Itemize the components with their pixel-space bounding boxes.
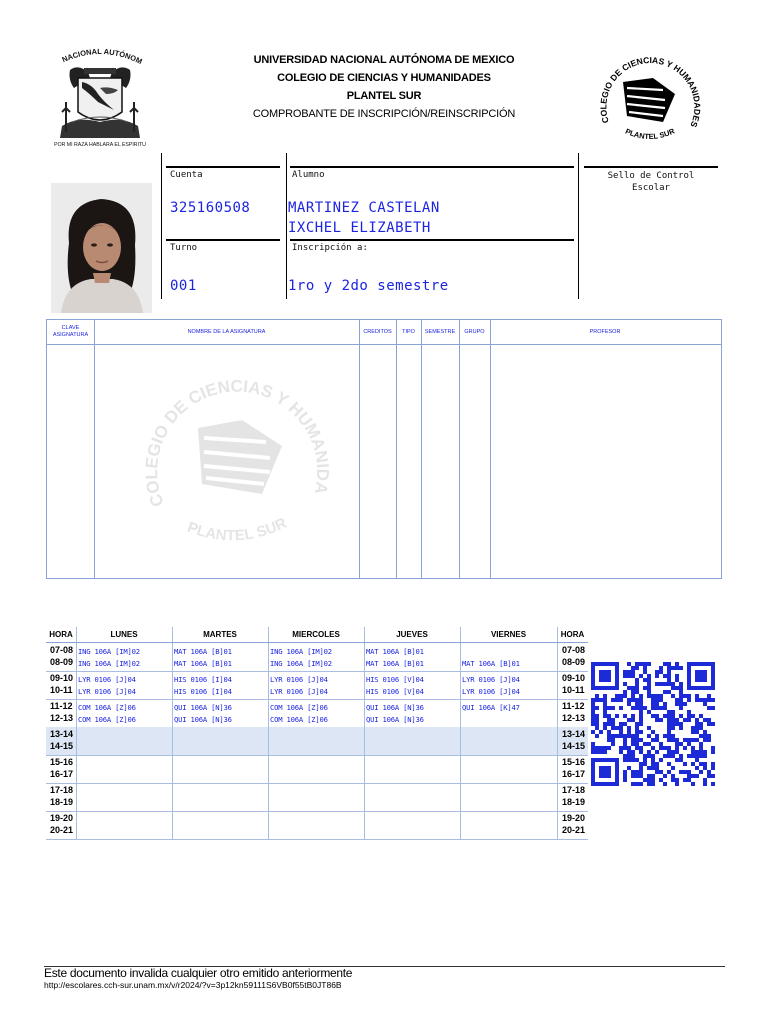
hour-label-right: 13-14 <box>562 729 586 739</box>
hour-label: 15-16 <box>50 757 74 767</box>
class-slot: QUI 106A [N]36 <box>366 715 424 724</box>
class-slot: ING 106A [IM]02 <box>78 647 140 656</box>
inscripcion-value: 1ro y 2do semestre <box>288 278 449 294</box>
hour-label: 07-08 <box>50 645 74 655</box>
hour-label-right: 20-21 <box>562 825 586 835</box>
schedule-col-divider <box>460 727 461 755</box>
day-header-viernes: VIERNES <box>490 629 527 639</box>
hora-header-left: HORA <box>49 629 73 639</box>
college-name: COLEGIO DE CIENCIAS Y HUMANIDADES <box>277 72 491 84</box>
sello-label <box>584 170 718 194</box>
class-slot: LYR 0106 [J]04 <box>78 675 136 684</box>
schedule-col-divider <box>172 699 173 727</box>
class-slot: COM 106A [Z]06 <box>270 703 328 712</box>
header-clave-line1: CLAVE <box>61 325 80 331</box>
schedule-row <box>46 783 588 812</box>
schedule-row <box>46 671 588 700</box>
turno-value: 001 <box>170 278 197 294</box>
class-slot: QUI 106A [N]36 <box>366 703 424 712</box>
class-slot: HIS 0106 [I]04 <box>174 675 232 684</box>
schedule-col-divider <box>364 643 365 671</box>
subjects-col-divider <box>94 320 95 578</box>
subjects-col-divider <box>359 320 360 578</box>
svg-text:COLEGIO DE CIENCIAS Y HUMANIDA: COLEGIO DE CIENCIAS Y HUMANIDA <box>142 376 332 510</box>
class-slot: MAT 106A [B]01 <box>462 659 520 668</box>
alumno-name-line2: IXCHEL ELIZABETH <box>288 220 431 236</box>
schedule-row <box>46 811 588 840</box>
campus-name: PLANTEL SUR <box>346 90 422 102</box>
header-divider <box>76 627 77 642</box>
class-slot: COM 106A [Z]06 <box>270 715 328 724</box>
schedule-col-divider <box>557 755 558 783</box>
subjects-table <box>46 319 722 579</box>
schedule-col-divider <box>76 783 77 811</box>
alumno-name-line1: MARTINEZ CASTELAN <box>288 200 440 216</box>
schedule-col-divider <box>172 811 173 839</box>
class-slot: MAT 106A [B]01 <box>174 647 232 656</box>
footer-notice: Este documento invalida cualquier otro emitido anteriormente <box>44 966 353 980</box>
header-clave <box>47 320 94 344</box>
document-title: COMPROBANTE DE INSCRIPCIÓN/REINSCRIPCIÓN <box>252 108 516 120</box>
hour-label: 19-20 <box>50 813 74 823</box>
schedule-col-divider <box>364 699 365 727</box>
schedule-col-divider <box>364 755 365 783</box>
schedule-col-divider <box>172 783 173 811</box>
university-name: UNIVERSIDAD NACIONAL AUTÓNOMA DE MEXICO <box>253 54 515 66</box>
cch-watermark <box>142 354 332 554</box>
cuenta-label: Cuenta <box>170 170 203 180</box>
schedule-col-divider <box>557 699 558 727</box>
header-divider <box>172 627 173 642</box>
schedule-col-divider <box>76 699 77 727</box>
schedule-col-divider <box>76 727 77 755</box>
schedule-col-divider <box>460 811 461 839</box>
schedule-row <box>46 755 588 784</box>
svg-text:POR MI RAZA HABLARA EL ESPIRIT: POR MI RAZA HABLARA EL ESPIRITU <box>54 142 146 148</box>
verification-qr-code[interactable] <box>591 662 715 786</box>
footer-verification-url[interactable]: http://escolares.cch-sur.unam.mx/v/r2024/?v=3p12kn59111S6VB0f55tB0JT86B <box>44 980 342 990</box>
schedule-col-divider <box>364 783 365 811</box>
hour-label-right: 09-10 <box>562 673 586 683</box>
schedule-col-divider <box>364 727 365 755</box>
header-creditos: CREDITOS <box>363 328 392 335</box>
schedule-col-divider <box>172 671 173 699</box>
schedule-col-divider <box>460 671 461 699</box>
hour-label-right: 16-17 <box>562 769 586 779</box>
info-divider-mid <box>286 153 287 299</box>
schedule-col-divider <box>460 783 461 811</box>
svg-text:COLEGIO DE CIENCIAS Y HUMANIDA: COLEGIO DE CIENCIAS Y HUMANIDADES <box>598 54 703 129</box>
class-slot: LYR 0106 [J]04 <box>270 687 328 696</box>
sello-label-line2: Escolar <box>632 183 670 193</box>
schedule-row <box>46 643 588 672</box>
subjects-col-divider <box>396 320 397 578</box>
schedule-col-divider <box>460 755 461 783</box>
schedule-col-divider <box>76 671 77 699</box>
schedule-col-divider <box>76 811 77 839</box>
class-slot: QUI 106A [N]36 <box>174 715 232 724</box>
class-slot: LYR 0106 [J]04 <box>270 675 328 684</box>
turno-label: Turno <box>170 243 198 253</box>
hour-label: 20-21 <box>50 825 74 835</box>
inscripcion-label: Inscripción a: <box>292 243 368 253</box>
info-top-line-2 <box>290 166 574 168</box>
subjects-col-divider <box>490 320 491 578</box>
schedule-col-divider <box>268 643 269 671</box>
schedule-col-divider <box>557 811 558 839</box>
schedule-col-divider <box>268 699 269 727</box>
schedule-col-divider <box>364 811 365 839</box>
hour-label-right: 08-09 <box>562 657 586 667</box>
header-divider <box>268 627 269 642</box>
class-slot: MAT 106A [B]01 <box>366 659 424 668</box>
header-clave-line2: ASIGNATURA <box>52 332 89 338</box>
hour-label-right: 11-12 <box>562 701 585 711</box>
class-slot: LYR 0106 [J]04 <box>78 687 136 696</box>
class-slot: ING 106A [IM]02 <box>270 659 332 668</box>
alumno-label: Alumno <box>292 170 325 180</box>
schedule-header <box>46 627 588 643</box>
schedule-col-divider <box>557 783 558 811</box>
header-divider <box>364 627 365 642</box>
header-tipo: TIPO <box>402 328 415 335</box>
schedule-col-divider <box>268 811 269 839</box>
day-header-lunes: LUNES <box>110 629 138 639</box>
hour-label-right: 18-19 <box>562 797 586 807</box>
class-slot: MAT 106A [B]01 <box>366 647 424 656</box>
class-slot: COM 106A [Z]06 <box>78 703 136 712</box>
schedule-row <box>46 699 588 728</box>
schedule-col-divider <box>268 727 269 755</box>
schedule-col-divider <box>557 643 558 671</box>
schedule-col-divider <box>172 643 173 671</box>
hour-label-right: 07-08 <box>562 645 586 655</box>
schedule-col-divider <box>172 755 173 783</box>
info-divider-right <box>578 153 579 299</box>
header-semestre: SEMESTRE <box>424 328 456 335</box>
schedule-col-divider <box>364 671 365 699</box>
info-mid-line-2 <box>290 239 574 241</box>
schedule-col-divider <box>268 783 269 811</box>
hour-label-right: 15-16 <box>562 757 586 767</box>
class-slot: MAT 106A [B]01 <box>174 659 232 668</box>
day-header-miercoles: MIERCOLES <box>292 629 340 639</box>
schedule-col-divider <box>76 755 77 783</box>
info-divider-left <box>161 153 162 299</box>
class-slot: QUI 106A [K]47 <box>462 703 520 712</box>
schedule-col-divider <box>76 643 77 671</box>
hour-label: 17-18 <box>50 785 74 795</box>
schedule-col-divider <box>557 671 558 699</box>
class-slot: LYR 0106 [J]04 <box>462 675 520 684</box>
hour-label-right: 10-11 <box>562 685 585 695</box>
hour-label: 13-14 <box>50 729 74 739</box>
info-top-line-1 <box>166 166 280 168</box>
class-slot: ING 106A [IM]02 <box>270 647 332 656</box>
header-divider <box>557 627 558 642</box>
header-profesor: PROFESOR <box>589 328 621 335</box>
schedule-col-divider <box>557 727 558 755</box>
student-photo <box>51 183 152 313</box>
schedule-col-divider <box>460 643 461 671</box>
schedule-table <box>46 627 588 839</box>
schedule-col-divider <box>460 699 461 727</box>
header-nombre: NOMBRE DE LA ASIGNATURA <box>187 328 266 335</box>
class-slot: HIS 0106 [V]04 <box>366 675 424 684</box>
day-header-martes: MARTES <box>203 629 237 639</box>
svg-text:PLANTEL SUR: PLANTEL SUR <box>623 126 676 142</box>
svg-text:UNIVERSIDAD NACIONAL AUTÓNOMA: NACIONAL AUTÓNOM <box>60 46 144 67</box>
hour-label-right: 14-15 <box>562 741 586 751</box>
schedule-col-divider <box>268 755 269 783</box>
hour-label-right: 12-13 <box>562 713 586 723</box>
class-slot: ING 106A [IM]02 <box>78 659 140 668</box>
info-top-line-3 <box>584 166 718 168</box>
class-slot: QUI 106A [N]36 <box>174 703 232 712</box>
hour-label-right: 19-20 <box>562 813 586 823</box>
hour-label: 18-19 <box>50 797 74 807</box>
schedule-col-divider <box>172 727 173 755</box>
hour-label: 14-15 <box>50 741 74 751</box>
schedule-col-divider <box>268 671 269 699</box>
sello-label-line1: Sello de Control <box>607 171 695 181</box>
class-slot: COM 106A [Z]06 <box>78 715 136 724</box>
day-header-jueves: JUEVES <box>396 629 428 639</box>
subjects-col-divider <box>459 320 460 578</box>
subjects-col-divider <box>421 320 422 578</box>
schedule-row <box>46 727 588 756</box>
hour-label: 16-17 <box>50 769 74 779</box>
hour-label-right: 17-18 <box>562 785 586 795</box>
hour-label: 08-09 <box>50 657 74 667</box>
hora-header-right: HORA <box>560 629 585 639</box>
class-slot: HIS 0106 [V]04 <box>366 687 424 696</box>
hour-label: 10-11 <box>50 685 73 695</box>
hour-label: 11-12 <box>50 701 73 711</box>
cch-seal-logo <box>593 44 705 154</box>
hour-label: 12-13 <box>50 713 74 723</box>
class-slot: HIS 0106 [I]04 <box>174 687 232 696</box>
class-slot: LYR 0106 [J]04 <box>462 687 520 696</box>
header-grupo: GRUPO <box>464 328 485 335</box>
header-divider <box>460 627 461 642</box>
svg-text:PLANTEL SUR: PLANTEL SUR <box>185 514 290 545</box>
hour-label: 09-10 <box>50 673 74 683</box>
info-mid-line-1 <box>166 239 280 241</box>
cuenta-value: 325160508 <box>170 200 251 216</box>
